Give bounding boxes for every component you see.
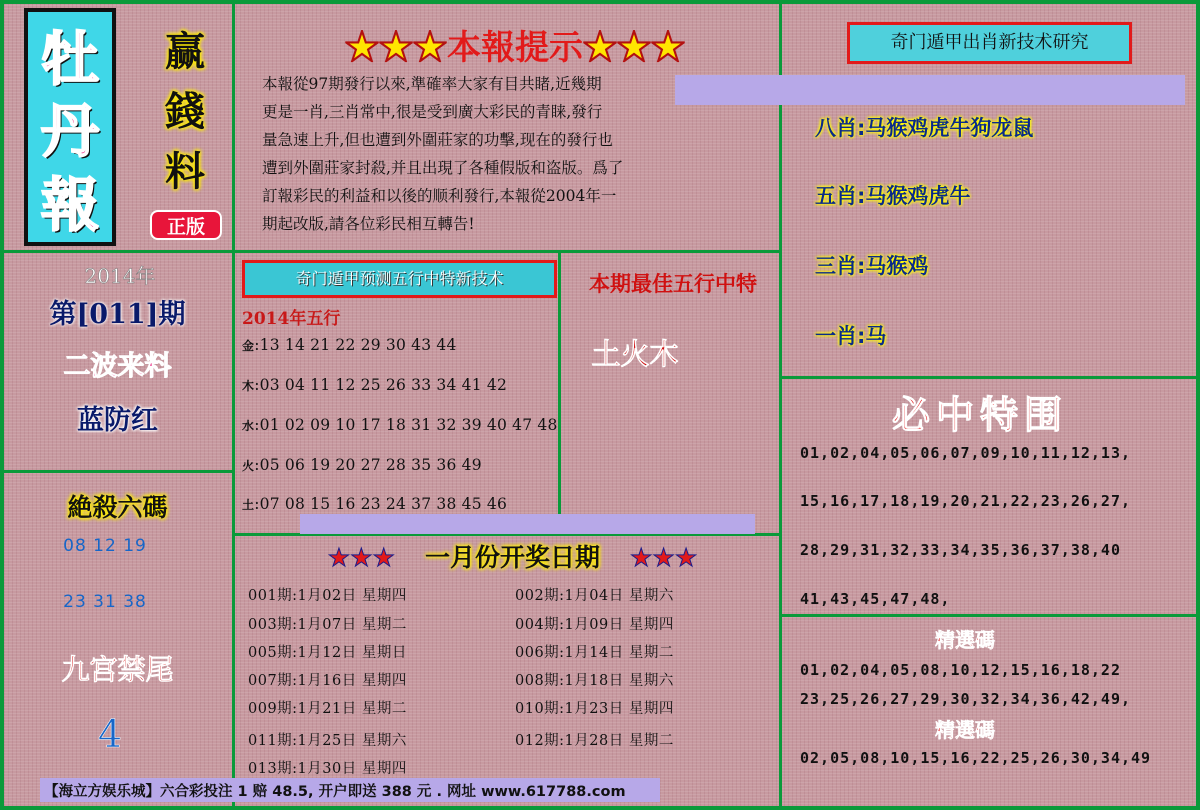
wuxing-numbers: 13 14 21 22 29 30 43 44 <box>259 336 457 354</box>
selected-numbers-line: 02,05,08,10,15,16,22,25,26,30,34,49 <box>800 749 1152 767</box>
special-numbers-line: 41,43,45,47,48, <box>800 590 951 608</box>
notice-line: 量急速上升,但也遭到外圍莊家的功擊,现在的發行也 <box>262 131 613 149</box>
edition-badge: 正版 <box>150 210 222 240</box>
special-numbers-line: 01,02,04,05,06,07,09,10,11,12,13, <box>800 444 1132 462</box>
tail-value: 4 <box>97 712 123 756</box>
draw-date-item: 009期:1月21日 星期二 <box>248 701 407 717</box>
draw-date-item: 010期:1月23日 星期四 <box>515 701 674 717</box>
masthead-char-3: 報 <box>40 171 99 239</box>
slogan-char-2: 錢 <box>165 88 205 135</box>
notice-line: 訂報彩民的利益和以後的顺利發行,本報從2004年一 <box>262 187 617 205</box>
draw-date-item: 006期:1月14日 星期二 <box>515 645 674 661</box>
issue-number: 第[011]期 <box>49 299 186 330</box>
masthead-box <box>24 8 116 246</box>
zodiac-line-3: 三肖:马猴鸡 <box>815 254 929 278</box>
wuxing-row-fire: 火:05 06 19 20 27 28 35 36 49 <box>242 456 482 474</box>
draw-dates-heading <box>250 538 775 574</box>
zodiac-line-5: 五肖:马猴鸡虎牛 <box>815 184 971 208</box>
wuxing-row-water: 水:01 02 09 10 17 18 31 32 39 40 47 48 <box>242 416 558 434</box>
divider-h4 <box>780 376 1198 379</box>
notice-line: 遭到外圍莊家封殺,并且出現了各種假版和盗版。爲了 <box>262 159 624 177</box>
wuxing-numbers: 07 08 15 16 23 24 37 38 45 46 <box>259 495 508 513</box>
draw-date-item: 001期:1月02日 星期四 <box>248 588 407 604</box>
wuxing-element: 火 <box>242 459 255 473</box>
special-numbers-line: 15,16,17,18,19,20,21,22,23,26,27, <box>800 492 1132 510</box>
draw-date-item: 007期:1月16日 星期四 <box>248 673 407 689</box>
issue-wave: 蓝防红 <box>77 405 158 436</box>
star-icon-left: ★★★ <box>345 28 447 68</box>
wuxing-year-title: 2014年五行 <box>242 309 341 329</box>
wuxing-row-metal: 金:13 14 21 22 29 30 43 44 <box>242 336 457 354</box>
draw-date-item: 002期:1月04日 星期六 <box>515 588 674 604</box>
wuxing-row-wood: 木:03 04 11 12 25 26 33 34 41 42 <box>242 376 508 394</box>
special-numbers-line: 28,29,31,32,33,34,35,36,37,38,40 <box>800 541 1121 559</box>
divider-v1 <box>232 0 235 806</box>
notice-title: 本報提示 <box>447 28 583 68</box>
masthead-char-2: 丹 <box>40 97 99 165</box>
draw-date-item: 011期:1月25日 星期六 <box>248 733 407 749</box>
slogan-char-3: 料 <box>165 148 205 195</box>
tail-title: 九宫禁尾 <box>61 653 174 686</box>
wuxing-numbers: 01 02 09 10 17 18 31 32 39 40 47 48 <box>259 416 558 434</box>
wuxing-element: 水 <box>242 419 255 433</box>
kill-numbers-row2: 23 31 38 <box>63 592 147 612</box>
draw-date-item: 003期:1月07日 星期二 <box>248 617 407 633</box>
best-element-value: 土火木 <box>591 337 679 371</box>
draw-date-item: 013期:1月30日 星期四 <box>248 761 407 777</box>
frame-top <box>0 0 1200 4</box>
purple-banner-top <box>675 75 1185 105</box>
footer-ad: 【海立方娱乐城】六合彩投注 1 赔 48.5, 开户即送 388 元 . 网址 www.617788.com <box>44 784 626 800</box>
selected-title-2: 精選碼 <box>935 718 995 742</box>
zodiac-line-1: 一肖:马 <box>815 324 887 348</box>
selected-numbers-line: 01,02,04,05,08,10,12,15,16,18,22 <box>800 661 1121 679</box>
kill-title: 絶殺六碼 <box>67 493 168 522</box>
divider-h2 <box>0 470 234 473</box>
notice-line: 更是一肖,三肖常中,很是受到廣大彩民的青睐,發行 <box>262 103 603 121</box>
frame-right <box>1196 0 1200 810</box>
divider-h1 <box>0 250 780 253</box>
issue-tag: 二波来料 <box>63 351 172 382</box>
kill-numbers-row1: 08 12 19 <box>63 536 147 556</box>
selected-title-1: 精選碼 <box>935 628 995 652</box>
wuxing-numbers: 03 04 11 12 25 26 33 34 41 42 <box>259 376 508 394</box>
draw-date-item: 004期:1月09日 星期四 <box>515 617 674 633</box>
wuxing-element: 木 <box>242 379 255 393</box>
best-element-title: 本期最佳五行中特 <box>589 271 757 296</box>
special-title: 必中特围 <box>891 392 1068 437</box>
frame-left <box>0 0 4 810</box>
selected-numbers-line: 23,25,26,27,29,30,32,34,36,42,49, <box>800 690 1132 708</box>
draw-date-item: 008期:1月18日 星期六 <box>515 673 674 689</box>
star-icon-left: ★★★ <box>327 543 395 572</box>
notice-heading <box>335 20 695 69</box>
divider-v2 <box>779 0 782 806</box>
notice-line: 本報從97期發行以來,準確率大家有目共睹,近幾期 <box>262 75 602 93</box>
draw-dates-title: 一月份开奖日期 <box>424 543 600 572</box>
wuxing-box-title: 奇门遁甲预测五行中特新技术 <box>242 260 557 298</box>
wuxing-element: 金 <box>242 339 255 353</box>
issue-year: 2014年 <box>84 264 156 288</box>
divider-h5 <box>780 614 1198 617</box>
draw-date-item: 005期:1月12日 星期日 <box>248 645 407 661</box>
wuxing-numbers: 05 06 19 20 27 28 35 36 49 <box>259 456 482 474</box>
wuxing-row-earth: 土:07 08 15 16 23 24 37 38 45 46 <box>242 495 508 513</box>
draw-date-item: 012期:1月28日 星期二 <box>515 733 674 749</box>
masthead-char-1: 牡 <box>40 25 99 93</box>
zodiac-line-8: 八肖:马猴鸡虎牛狗龙鼠 <box>815 116 1034 140</box>
purple-banner-mid <box>300 514 755 534</box>
wuxing-element: 土 <box>242 498 255 512</box>
frame-bottom <box>0 806 1200 810</box>
divider-v3 <box>558 252 561 534</box>
star-icon-right: ★★★ <box>583 28 685 68</box>
zodiac-box-title: 奇门遁甲出肖新技术研究 <box>847 22 1132 64</box>
notice-line: 期起改版,請各位彩民相互轉告! <box>262 215 475 233</box>
slogan-char-1: 赢 <box>165 28 205 75</box>
star-icon-right: ★★★ <box>630 543 698 572</box>
